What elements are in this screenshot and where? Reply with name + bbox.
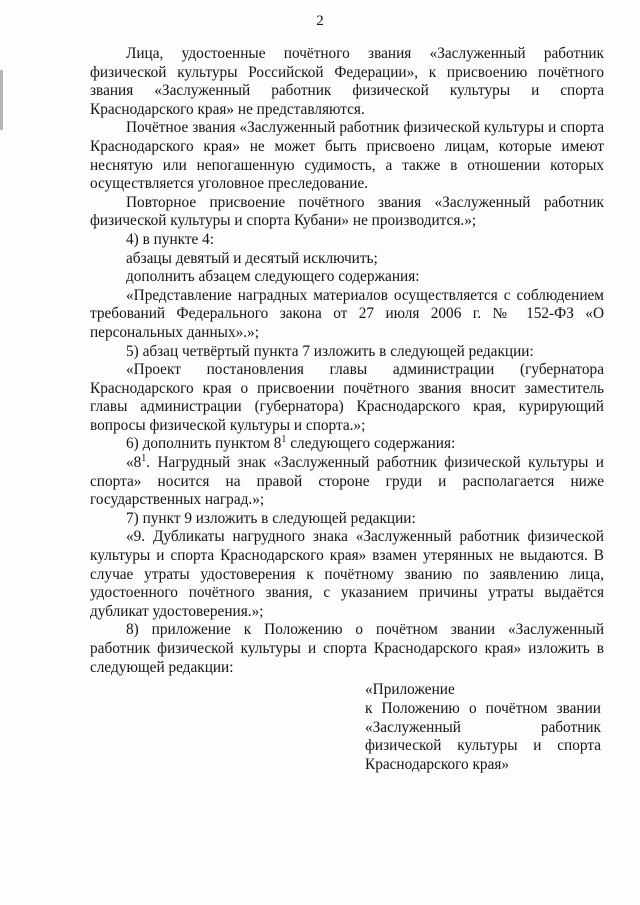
appendix-line-honored-worker: «Заслуженный работник <box>365 718 601 736</box>
item-6-text-after: следующего содержания: <box>286 435 456 453</box>
item-7-quoted-text: «9. Дубликаты нагрудного знака «Заслуженный работник физической культуры и спорта Краснодарского края» взамен утерянных не выдаются. В случае утраты удостоверения к почётному званию по заявлению лица, удостоенного почётного звания, с указанием причины утраты выдаётся дубликат удостоверения.»; <box>90 528 604 620</box>
quote-8-text-after: . Нагрудный знак «Заслуженный работник физической культуры и спорта» носится на правой стороне груди и располагается ниже государственных наград.»; <box>90 454 604 509</box>
quote-8-text-before: «8 <box>126 454 142 472</box>
item-6-heading <box>90 435 604 454</box>
item-6-text-before: 6) дополнить пунктом 8 <box>126 435 282 453</box>
item-5-heading: 5) абзац четвёртый пункта 7 изложить в следующей редакции: <box>126 342 534 360</box>
item-4-exclude-paragraphs: абзацы девятый и десятый исключить; <box>126 249 378 267</box>
document-body <box>90 45 604 677</box>
item-6-superscript: 1 <box>281 434 287 446</box>
appendix-heading-block <box>365 681 601 775</box>
page-number: 2 <box>316 13 324 29</box>
item-6-quoted-text <box>90 454 604 510</box>
item-4-quoted-text: «Представление наградных материалов осуществляется с соблюдением требований Федерального закона от 27 июля 2006 г. № 152-ФЗ «О персональных данных».»; <box>90 286 604 341</box>
appendix-line-region: Краснодарского края» <box>365 756 510 774</box>
appendix-line-physical-culture: физической культуры и спорта <box>365 737 601 755</box>
item-8-heading: 8) приложение к Положению о почётном звании «Заслуженный работник физической культуры и спорта Краснодарского края» изложить в следующей редакции: <box>90 621 604 676</box>
paragraph-criminal-record: Почётное звания «Заслуженный работник физической культуры и спорта Краснодарского края» не может быть присвоено лицам, которые имеют неснятую или непогашенную судимость, а также в отношении которых осуществляется уголовное преследование. <box>90 119 604 193</box>
quote-8-superscript: 1 <box>141 452 147 464</box>
item-4-heading: 4) в пункте 4: <box>126 230 215 248</box>
item-5-quoted-text: «Проект постановления главы администрации (губернатора Краснодарского края о присвоении почётного звания вносит заместитель главы администрации (губернатора) Краснодарского края, курирующий вопросы физической культуры и спорта.»; <box>90 361 604 434</box>
item-4-add-paragraph: дополнить абзацем следующего содержания: <box>126 268 420 286</box>
appendix-line-title: «Приложение <box>365 681 455 698</box>
paragraph-repeat-award: Повторное присвоение почётного звания «Заслуженный работник физической культуры и спорта Кубани» не производится.»; <box>90 193 604 230</box>
scan-margin-mark <box>0 70 3 130</box>
paragraph-exclusion-rf-title: Лица, удостоенные почётного звания «Заслуженный работник физической культуры Российской Федерации», к присвоению почётного звания «Заслуженный работник физической культуры и спорта Краснодарского края» не представляются. <box>90 45 604 118</box>
item-7-heading: 7) пункт 9 изложить в следующей редакции: <box>126 509 416 527</box>
appendix-line-regulation: к Положению о почётном звании <box>365 699 601 717</box>
